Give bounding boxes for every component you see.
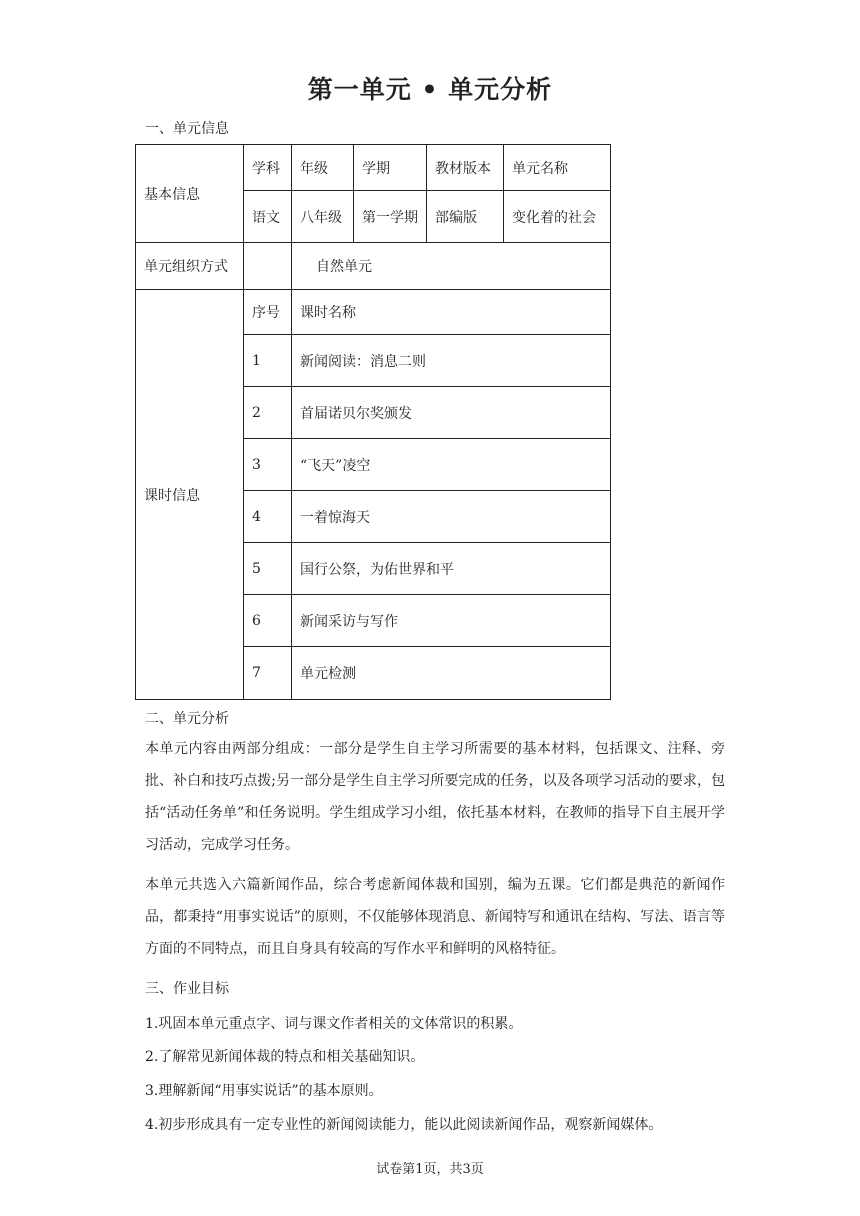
org-empty-cell	[244, 243, 292, 290]
value-term: 第一学期	[354, 191, 427, 243]
lesson-name: “飞天”凌空	[292, 439, 611, 491]
analysis-paragraph-1: 本单元内容由两部分组成：一部分是学生自主学习所需要的基本材料，包括课文、注释、旁批、补白和技巧点拨;另一部分是学生自主学习所要完成的任务，以及各项学习活动的要求，包括“活动任务单”和任务说明。学生组成学习小组，依托基本材料，在教师的指导下自主展开学习活动，完成学习任务。	[145, 741, 725, 853]
header-textbook: 教材版本	[427, 145, 504, 191]
lesson-name: 新闻阅读：消息二则	[292, 335, 611, 387]
header-grade: 年级	[292, 145, 354, 191]
lesson-no: 1	[244, 335, 292, 387]
lesson-name: 首届诺贝尔奖颁发	[292, 387, 611, 439]
lesson-name: 新闻采访与写作	[292, 595, 611, 647]
analysis-paragraph-2: 本单元共选入六篇新闻作品，综合考虑新闻体裁和国别，编为五课。它们都是典范的新闻作品，都秉持“用事实说话”的原则，不仅能够体现消息、新闻特写和通讯在结构、写法、语言等方面的不同特点，而且自身具有较高的写作水平和鲜明的风格特征。	[145, 877, 725, 957]
value-grade: 八年级	[292, 191, 354, 243]
section-heading-unit-info: 一、单元信息	[145, 121, 229, 137]
header-term: 学期	[354, 145, 427, 191]
org-label: 单元组织方式	[136, 243, 244, 290]
lesson-label: 课时信息	[136, 290, 244, 700]
lesson-no: 2	[244, 387, 292, 439]
lesson-name: 一着惊海天	[292, 491, 611, 543]
page-title: 第一单元 • 单元分析	[307, 75, 553, 104]
value-subject: 语文	[244, 191, 292, 243]
lesson-header-name: 课时名称	[292, 290, 611, 335]
basic-info-label: 基本信息	[136, 145, 244, 243]
lesson-no: 3	[244, 439, 292, 491]
goal-item: 3.理解新闻“用事实说话”的基本原则。	[145, 1083, 383, 1099]
section-heading-unit-analysis: 二、单元分析	[145, 711, 229, 727]
value-textbook: 部编版	[427, 191, 504, 243]
lesson-no: 5	[244, 543, 292, 595]
lesson-no: 4	[244, 491, 292, 543]
goal-item: 1.巩固本单元重点字、词与课文作者相关的文体常识的积累。	[145, 1016, 523, 1032]
page-footer: 试卷第1页，共3页	[376, 1162, 484, 1177]
section-heading-homework-goals: 三、作业目标	[145, 981, 229, 997]
header-unit-name: 单元名称	[504, 145, 611, 191]
unit-info-table	[135, 144, 611, 700]
lesson-name: 国行公祭，为佑世界和平	[292, 543, 611, 595]
lesson-no: 6	[244, 595, 292, 647]
lesson-no: 7	[244, 647, 292, 700]
value-unit-name: 变化着的社会	[504, 191, 611, 243]
org-value: 自然单元	[292, 243, 611, 290]
goal-item: 4.初步形成具有一定专业性的新闻阅读能力，能以此阅读新闻作品，观察新闻媒体。	[145, 1117, 663, 1133]
goal-item: 2.了解常见新闻体裁的特点和相关基础知识。	[145, 1049, 425, 1065]
header-subject: 学科	[244, 145, 292, 191]
lesson-header-no: 序号	[244, 290, 292, 335]
lesson-name: 单元检测	[292, 647, 611, 700]
